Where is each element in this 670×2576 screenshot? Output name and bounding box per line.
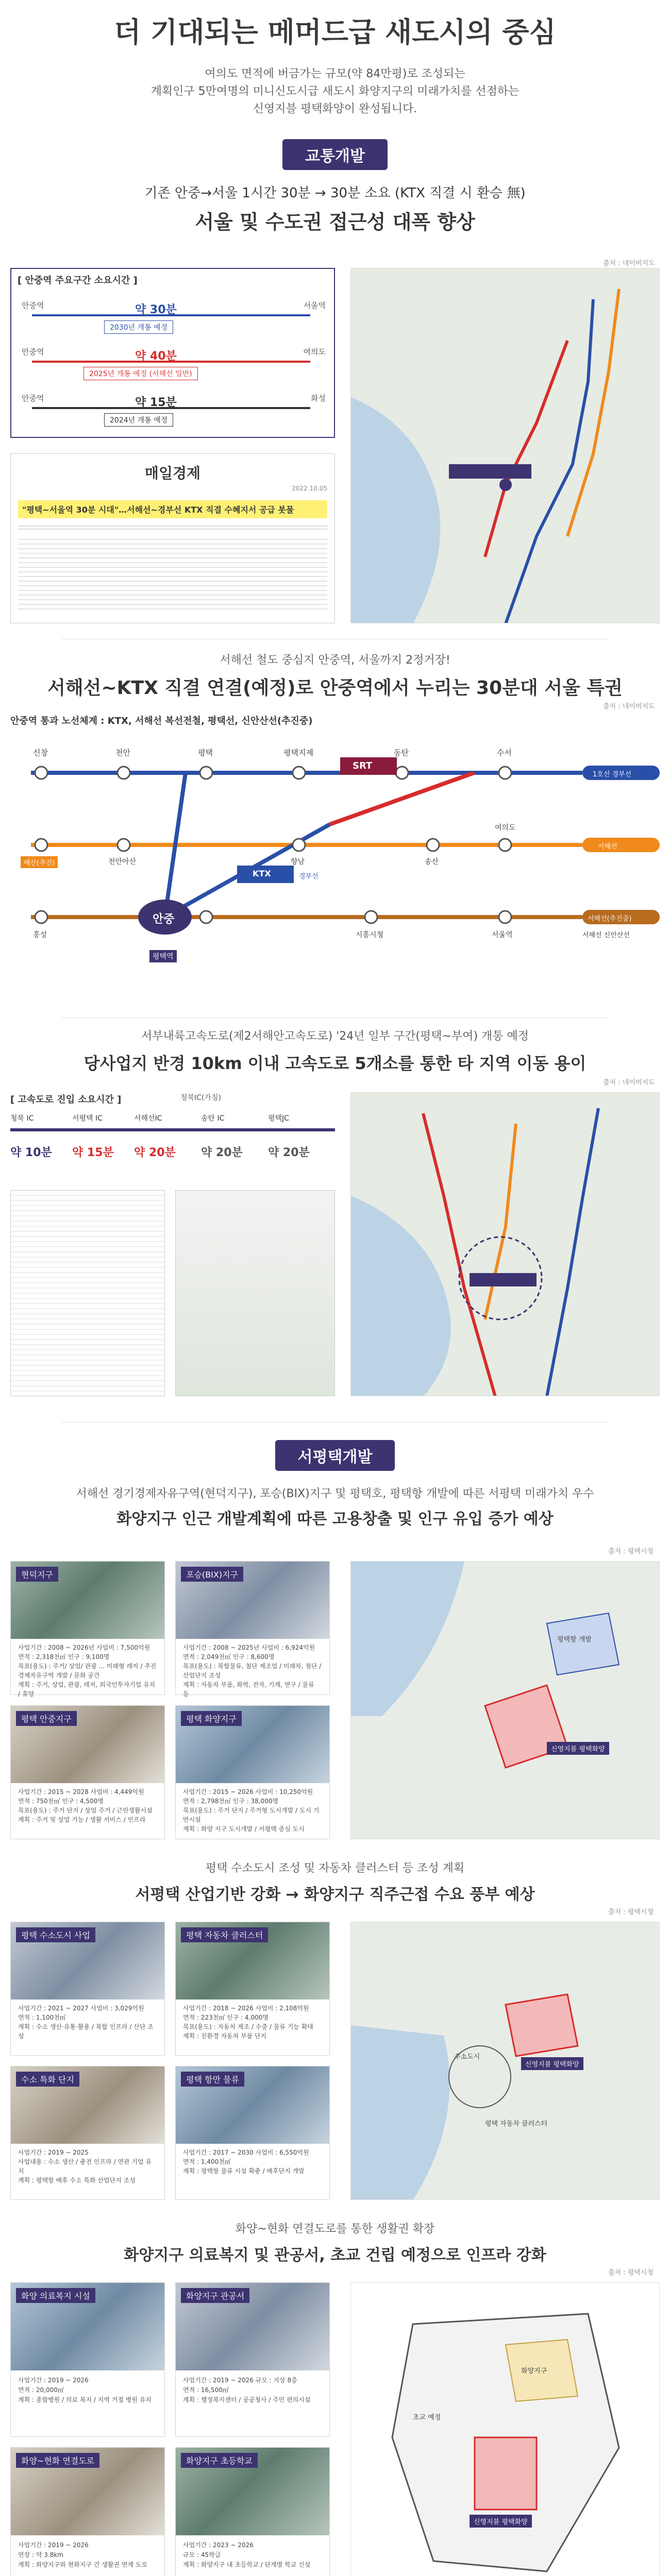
west-card-2-text: 사업기간 : 2015 ~ 2028 사업비 : 4,449억원 면적 : 750천㎡ 인구 : 4,500명 목표(용도) : 주거 단지 / 상업 주거 / 근린생활시설 계획 : 주거 및 상업 기능 / 생활 서비스 / 인프라	[18, 1788, 153, 1823]
hub-station: 안중	[153, 913, 175, 926]
infra-card-2	[10, 2447, 165, 2576]
infra-map-svg	[351, 2283, 660, 2576]
row3-from: 안중역	[22, 394, 44, 403]
station-low-3: 서울역	[492, 931, 513, 939]
transport-line-1: 기존 안중→서울 1시간 30분 → 30분 소요 (KTX 직결 시 환승 無)	[144, 185, 526, 201]
industry-card-3-text: 사업기간 : 2017 ~ 2030 사업비 : 6,550억원 면적 : 1,400천㎡ 계획 : 평택항 물류 시설 확충 / 배후단지 개발	[183, 2149, 309, 2175]
west-map-label-1: 평택항 개발	[557, 1636, 592, 1643]
industry-map-svg	[351, 1922, 660, 2200]
news-headline: "평택~서울역 30분 시대"…서해선~경부선 KTX 직결 수혜지서 공급 봇물	[18, 500, 327, 518]
news-date: 2022.10.05	[292, 485, 327, 492]
west-pill: 서평택개발	[275, 1440, 395, 1471]
west-card-0-text: 사업기간 : 2008 ~ 2026년 사업비 : 7,500억원 면적 : 2,318천㎡ 인구 : 9,100명 목표(용도) : 주거/ 상업/ 관광 ... 미래형 레저 / 추진 경제자유구역 개발 / 문화 공간 계획 : 주거, 상업, 관광, 레저, 외국인투자기업 유치 / 휴양	[18, 1644, 157, 1698]
infra-map-label-1: 화양지구	[521, 2367, 547, 2375]
row2-label: 약 40분	[135, 350, 177, 363]
west-section	[0, 1440, 670, 1529]
station-mid-1: 천안아산	[108, 858, 137, 866]
infra-card-2-tag: 화양~현화 연결도로	[16, 2453, 99, 2468]
ic-2-name: 서해선IC	[134, 1114, 162, 1123]
industry-card-2-tag: 수소 특화 단지	[16, 2072, 79, 2087]
west-card-0	[10, 1561, 165, 1698]
highway-source: 출처 : 네이버지도	[603, 1079, 655, 1087]
highway-chart-sub: 청북IC(가칭)	[180, 1094, 221, 1102]
row1-label: 약 30분	[135, 303, 177, 316]
row1-to: 서울역	[303, 301, 326, 310]
highway-line-1: 서부내륙고속도로(제2서해안고속도로) '24년 일부 구간(평택~부여) 개통 예정	[141, 1030, 529, 1043]
infra-card-0	[10, 2282, 165, 2437]
infra-card-3-text: 사업기간 : 2023 ~ 2026 규모 : 45학급 계획 : 화양지구 내 초등학교 / 단계별 학교 신설	[183, 2541, 311, 2568]
transport-map	[350, 268, 660, 623]
travel-row-1	[22, 300, 326, 332]
route-diagram-svg	[10, 732, 660, 1010]
infra-source: 출처 : 평택시청	[608, 2269, 654, 2277]
industry-card-0	[10, 1922, 165, 2056]
station-top-1: 천안	[115, 748, 130, 757]
infra-map	[350, 2282, 660, 2576]
highway-chart-title: [ 고속도로 진입 소요시간 ]	[10, 1094, 122, 1105]
station-top-2: 평택	[198, 748, 213, 757]
station-low-0: 홍성	[33, 931, 47, 939]
infra-card-3	[175, 2447, 330, 2576]
industry-card-3-tag: 평택 항만 물류	[181, 2072, 244, 2087]
infra-card-0-text: 사업기간 : 2019 ~ 2026 면적 : 20,000㎡ 계획 : 종합병원 / 의료 복지 / 지역 거점 병원 유치	[18, 2377, 152, 2403]
station-mid-2: 향남	[291, 858, 305, 866]
infra-line-1: 화양~현화 연결도로를 통한 생활권 확장	[235, 2223, 435, 2235]
route-title: 안중역 통과 노선체계 : KTX, 서해선 복선전철, 평택선, 신안산선(추진중)	[10, 716, 313, 726]
industry-map-label-1: 신영지블 평택화양	[521, 2057, 583, 2070]
west-map-label-0: 신영지블 평택화양	[547, 1742, 609, 1755]
row1-note: 2030년 개통 예정	[104, 320, 173, 334]
station-top-0: 신창	[33, 748, 48, 757]
page-title: 더 기대되는 메머드급 새도시의 중심	[114, 16, 556, 48]
infra-map-label-2: 초교 예정	[413, 2414, 441, 2421]
industry-card-1-tag: 평택 자동차 클러스터	[181, 1927, 268, 1942]
station-low-2: 시흥시청	[356, 931, 384, 939]
ic-3-name: 송탄 IC	[201, 1114, 225, 1123]
industry-map-label-2: 평택 자동차 클러스터	[485, 2120, 548, 2128]
row2-from: 안중역	[22, 347, 44, 357]
west-map	[350, 1561, 660, 1839]
west-map-svg	[351, 1562, 660, 1839]
travel-time-chart-title: [ 안중역 주요구간 소요시간 ]	[18, 275, 138, 286]
row2-to: 여의도	[303, 347, 326, 357]
srt-badge: SRT	[353, 760, 373, 771]
ktx-note: 경부선	[299, 873, 319, 880]
infra-card-3-tag: 화양지구 초등학교	[181, 2453, 258, 2468]
industry-card-0-tag: 평택 수소도시 사업	[16, 1927, 95, 1942]
ic-2-time: 약 20분	[134, 1146, 176, 1159]
transport-source: 출처 : 네이버지도	[603, 260, 655, 267]
route-diagram	[10, 732, 660, 1010]
header-desc-3: 신영지블 평택화양이 완성됩니다.	[253, 103, 417, 115]
ktx-badge: KTX	[253, 869, 271, 878]
header	[0, 10, 670, 118]
transport-section	[0, 139, 670, 234]
row1-from: 안중역	[22, 301, 44, 310]
header-desc-1: 여의도 면적에 버금가는 규모(약 84만평)로 조성되는	[205, 67, 465, 80]
industry-map	[350, 1922, 660, 2200]
header-desc-2: 계획인구 5만여명의 미니신도시급 새도시 화양지구의 미래가치를 선점하는	[150, 85, 520, 98]
highway-doc-2	[175, 1190, 335, 1396]
highway-line-2: 당사업지 반경 10km 이내 고속도로 5개소를 통한 타 지역 이동 용이	[83, 1054, 587, 1073]
west-card-2	[10, 1705, 165, 1839]
industry-line-1: 평택 수소도시 조성 및 자동차 클러스터 등 조성 계획	[205, 1862, 465, 1875]
seohae-source: 출처 : 네이버지도	[603, 703, 655, 710]
row3-note: 2024년 개통 예정	[104, 413, 173, 427]
travel-row-2	[22, 346, 326, 378]
seohae-section	[0, 652, 670, 700]
infra-card-2-text: 사업기간 : 2019 ~ 2026 연장 : 약 3.8km 계획 : 화양지구와 현화지구 간 생활권 연계 도로	[18, 2541, 147, 2568]
legend-0: 1호선 경부선	[593, 771, 632, 778]
west-source: 출처 : 평택시청	[608, 1548, 654, 1555]
industry-section	[0, 1860, 670, 1904]
highway-doc-1	[10, 1190, 165, 1396]
station-mid-0: 예산(추진)	[21, 856, 58, 868]
travel-time-chart	[10, 268, 335, 438]
seohae-line-2: 서해선~KTX 직결 연결(예정)로 안중역에서 누리는 30분대 서울 특권	[47, 677, 623, 699]
travel-row-3	[22, 393, 326, 425]
legend-1: 서해선	[598, 843, 617, 851]
highway-section	[0, 1028, 670, 1074]
industry-card-0-text: 사업기간 : 2021 ~ 2027 사업비 : 3,029억원 면적 : 1,100천㎡ 계획 : 수소 생산·유통·활용 / 복합 인프라 / 산단 조성	[18, 2005, 154, 2040]
legend-2: 서해선(추진중)	[588, 915, 632, 923]
infra-section	[0, 2221, 670, 2265]
infra-card-1-tag: 화양지구 관공서	[181, 2288, 249, 2303]
station-low-1: 평택역	[149, 950, 177, 962]
news-name: 매일경제	[144, 465, 201, 482]
ic-0-time: 약 10분	[10, 1146, 52, 1159]
infra-line-2: 화양지구 의료복지 및 관공서, 초교 건립 예정으로 인프라 강화	[124, 2246, 546, 2264]
west-card-1-text: 사업기간 : 2008 ~ 2025년 사업비 : 6,924억원 면적 : 2,049천㎡ 인구 : 8,600명 목표(용도) : 복합물류, 첨단 제조업 / 미래차, 첨단 / 산업단지 조성 계획 : 자동차 부품, 화학, 전자, 기계, 연구 / 물류 등	[183, 1644, 322, 1698]
station-top-4: 동탄	[394, 748, 409, 757]
highway-map	[350, 1092, 660, 1396]
row3-label: 약 15분	[135, 396, 177, 409]
infra-map-label-0: 신영지블 평택화양	[470, 2515, 532, 2528]
west-line-1: 서해선 경기경제자유구역(현덕지구), 포승(BIX)지구 및 평택호, 평택항 개발에 따른 서평택 미래가치 우수	[76, 1487, 594, 1500]
industry-card-2-text: 사업기간 : 2019 ~ 2025 사업내용 : 수소 생산 / 충전 인프라 / 연관 기업 유치 계획 : 평택항 배후 수소 특화 산업단지 조성	[18, 2149, 152, 2184]
infra-card-1-text: 사업기간 : 2019 ~ 2026 규모 : 지상 8층 면적 : 16,500㎡ 계획 : 행정복지센터 / 공공청사 / 주민 편의시설	[183, 2377, 311, 2403]
industry-map-label-0: 수소도시	[454, 2053, 480, 2061]
transport-pill: 교통개발	[282, 139, 388, 170]
seohae-line-1: 서해선 철도 중심지 안중역, 서울까지 2정거장!	[220, 654, 450, 667]
ic-3-time: 약 20분	[201, 1146, 243, 1159]
station-low-4: 서해선 신안산선	[582, 931, 630, 939]
west-card-3	[175, 1705, 330, 1839]
station-mid-4: 여의도	[495, 824, 516, 832]
station-top-3: 평택지제	[283, 748, 313, 757]
west-card-3-tag: 평택 화양지구	[181, 1711, 242, 1726]
row2-note: 2025년 개통 예정 (서해선 일반)	[83, 367, 198, 380]
ic-1-time: 약 15분	[72, 1146, 114, 1159]
news-clipping	[10, 453, 335, 623]
industry-card-1	[175, 1922, 330, 2056]
industry-card-1-text: 사업기간 : 2018 ~ 2026 사업비 : 2,108억원 면적 : 223천㎡ 인구 : 4,000명 목표(용도) : 자동차 제조 / 수출 / 물류 기능 확대 계획 : 친환경 자동차 부품 단지	[183, 2005, 313, 2040]
industry-card-2	[10, 2066, 165, 2200]
infra-card-0-tag: 화양 의료복지 시설	[16, 2288, 95, 2303]
highway-map-svg	[351, 1093, 660, 1396]
west-card-1	[175, 1561, 330, 1698]
station-mid-3: 송산	[425, 858, 439, 866]
transport-line-2: 서울 및 수도권 접근성 대폭 향상	[195, 211, 475, 233]
industry-line-2: 서평택 산업기반 강화 → 화양지구 직주근접 수요 풍부 예상	[135, 1886, 535, 1904]
west-card-1-tag: 포승(BIX)지구	[181, 1567, 243, 1582]
transport-map-svg	[351, 268, 660, 623]
station-top-5: 수서	[497, 748, 512, 757]
ic-4-time: 약 20분	[268, 1146, 310, 1159]
industry-card-3	[175, 2066, 330, 2200]
west-card-3-text: 사업기간 : 2015 ~ 2026 사업비 : 10,250억원 면적 : 2,798천㎡ 인구 : 38,000명 목표(용도) : 주거 단지 / 주거형 도시개발 / 도시 기반시설 계획 : 화양 지구 도시개발 / 서평택 중심 도시	[183, 1788, 320, 1833]
highway-chart	[10, 1092, 335, 1175]
ic-0-name: 청북 IC	[10, 1114, 34, 1123]
industry-source: 출처 : 평택시청	[608, 1908, 654, 1916]
infra-card-1	[175, 2282, 330, 2437]
west-card-0-tag: 현덕지구	[16, 1567, 58, 1582]
ic-4-name: 평택JC	[268, 1114, 289, 1123]
west-card-2-tag: 평택 안중지구	[16, 1711, 77, 1726]
west-line-2: 화양지구 인근 개발계획에 따른 고용창출 및 인구 유입 증가 예상	[116, 1510, 554, 1528]
ic-1-name: 서평택 IC	[72, 1114, 103, 1123]
row3-to: 화성	[311, 394, 326, 403]
